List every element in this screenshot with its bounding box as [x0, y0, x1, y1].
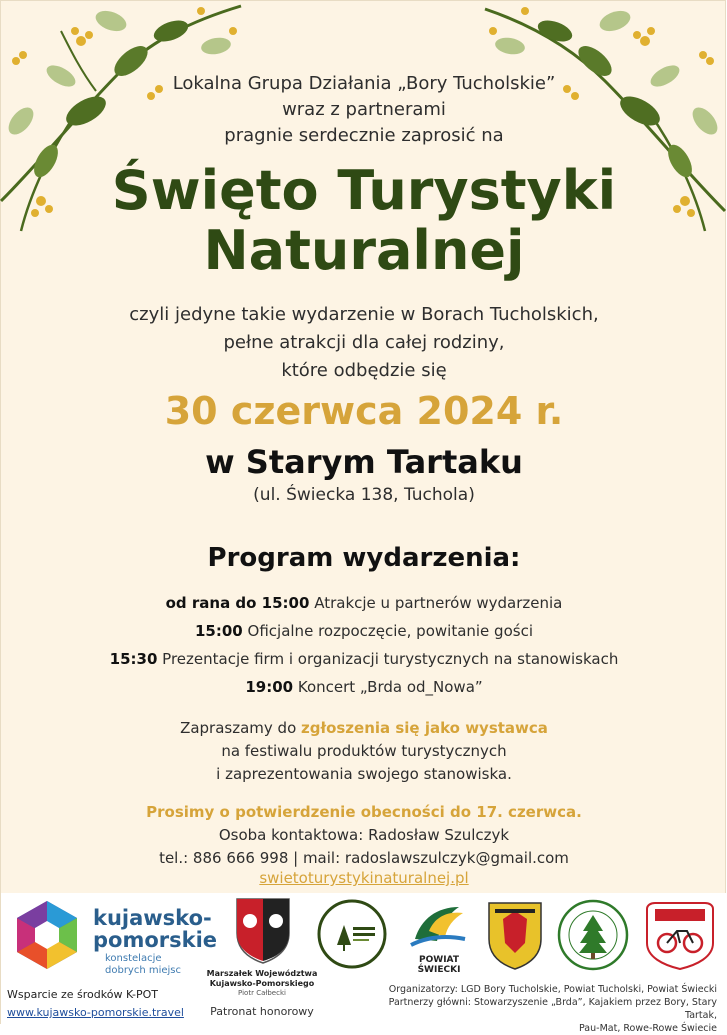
invite-line-1 — [1, 717, 727, 740]
program-item-text: Koncert „Brda od_Nowa” — [297, 678, 483, 696]
program-item — [1, 673, 727, 701]
lgd-bory-tucholskie-logo-icon — [557, 899, 629, 971]
intro-line-1: Lokalna Grupa Działania „Bory Tucholskie” — [172, 73, 556, 94]
organizers-and-partners — [357, 983, 717, 1035]
tourism-website-link[interactable]: www.kujawsko-pomorskie.travel — [7, 1006, 184, 1019]
kp-name-line-1: kujawsko- — [93, 906, 212, 930]
sponsor-footer — [1, 893, 727, 1034]
program-item-text: Oficjalne rozpoczęcie, powitanie gości — [247, 622, 533, 640]
contact-phone-mail[interactable]: tel.: 886 666 998 | mail: radoslawszulczyk@gmail.com — [159, 849, 569, 867]
program-title: Program wydarzenia: — [207, 543, 521, 573]
program-item — [1, 617, 727, 645]
program-item — [1, 589, 727, 617]
marshal-name: Piotr Całbecki — [238, 989, 286, 997]
organizers-line: Organizatorzy: LGD Bory Tucholskie, Powiat Tucholski, Powiat Świecki — [388, 984, 717, 995]
marshal-line-2: Kujawsko-Pomorskiego — [209, 979, 315, 988]
rsvp-contact — [1, 801, 727, 870]
powiat-swiecki-crest-icon — [485, 899, 545, 971]
powiat-label: POWIAT ŚWIECKI — [417, 955, 461, 975]
support-note: Wsparcie ze środków K-POT — [7, 988, 158, 1001]
kp-name-line-2: pomorskie — [93, 928, 218, 952]
program-list — [1, 589, 727, 701]
program-item-time: 15:30 — [109, 650, 158, 668]
event-address: (ul. Świecka 138, Tuchola) — [253, 485, 475, 505]
kujawsko-pomorskie-tagline — [105, 953, 181, 977]
intro-text — [1, 71, 727, 149]
honorary-patronage-label: Patronat honorowy — [210, 1005, 314, 1018]
intro-line-2: wraz z partnerami — [282, 99, 446, 120]
event-title-line-1: Święto Turystyki — [111, 159, 617, 222]
program-item-time: 19:00 — [245, 678, 294, 696]
program-item-time: 15:00 — [195, 622, 243, 640]
partners-line-2: Pau-Mat, Rowe-Rowe Świecie — [579, 1023, 717, 1034]
invite-line-2: na festiwalu produktów turystycznych — [221, 742, 507, 760]
kujawsko-pomorskie-logo-icon — [11, 899, 83, 971]
kp-tag-line-1: konstelacje — [105, 953, 162, 964]
event-description — [1, 301, 727, 385]
event-date: 30 czerwca 2024 r. — [164, 389, 564, 433]
program-item-time: od rana do 15:00 — [165, 594, 310, 612]
program-item — [1, 645, 727, 673]
marshal-line-1: Marszałek Województwa — [206, 969, 318, 978]
program-item-text: Atrakcje u partnerów wydarzenia — [314, 594, 563, 612]
event-title — [1, 161, 727, 281]
contact-person: Osoba kontaktowa: Radosław Szulczyk — [218, 826, 510, 844]
stowarzyszenie-brda-logo-icon — [643, 899, 717, 971]
invite-line-3: i zaprezentowania swojego stanowiska. — [216, 765, 512, 783]
description-line-1: czyli jedyne takie wydarzenie w Borach Tucholskich, — [129, 304, 599, 325]
exhibitor-invitation — [1, 717, 727, 786]
kujawsko-pomorskie-name — [93, 907, 217, 951]
marshal-title — [199, 969, 325, 989]
event-venue: w Starym Tartaku — [205, 443, 523, 481]
invite-highlight: zgłoszenia się jako wystawca — [301, 719, 548, 737]
bory-tucholskie-logo-icon — [317, 899, 387, 969]
description-line-2: pełne atrakcji dla całej rodziny, — [223, 332, 505, 353]
partners-line-1: Partnerzy główni: Stowarzyszenie „Brda”, Kajakiem przez Bory, Stary Tartak, — [388, 997, 717, 1021]
powiat-logo-icon — [407, 901, 467, 949]
event-website-link[interactable]: swietoturystykinaturalnej.pl — [259, 869, 469, 887]
voivodeship-crest-icon — [233, 895, 293, 965]
description-line-3: które odbędzie się — [281, 360, 447, 381]
program-item-text: Prezentacje firm i organizacji turystycznych na stanowiskach — [162, 650, 619, 668]
event-title-line-2: Naturalnej — [203, 219, 525, 282]
intro-line-3: pragnie serdecznie zaprosić na — [224, 125, 504, 146]
kp-tag-line-2: dobrych miejsc — [105, 965, 182, 976]
invite-pre: Zapraszamy do — [180, 719, 297, 737]
rsvp-deadline: Prosimy o potwierdzenie obecności do 17. czerwca. — [146, 803, 582, 821]
